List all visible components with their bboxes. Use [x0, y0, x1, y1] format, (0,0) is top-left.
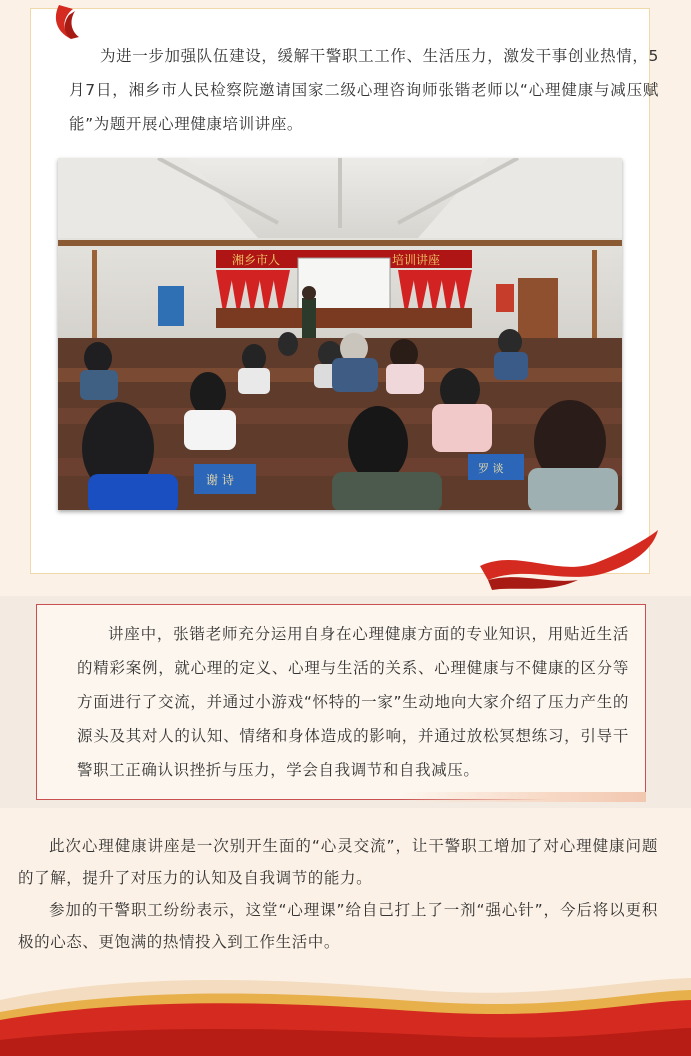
- photo-name-card-1: 谢 诗: [206, 473, 234, 487]
- closing-section: [18, 830, 658, 958]
- lecture-card: [36, 604, 646, 800]
- decorative-line: [400, 792, 646, 802]
- photo-banner-right: 培训讲座: [392, 253, 441, 267]
- closing-paragraph-2: 参加的干警职工纷纷表示，这堂“心理课”给自己打上了一剂“强心针”，今后将以更积极的心态、更饱满的热情投入到工作生活中。: [18, 901, 658, 951]
- photo-banner-left: 湘乡市人: [232, 253, 281, 267]
- intro-paragraph: 为进一步加强队伍建设，缓解干警职工工作、生活压力，激发干事创业热情，5月7日，湘乡市人民检察院邀请国家二级心理咨询师张锴老师以“心理健康与减压赋能”为题开展心理健康培训讲座。: [69, 47, 659, 133]
- ribbon-decoration-right: [478, 528, 668, 598]
- lecture-paragraph: 讲座中，张锴老师充分运用自身在心理健康方面的专业知识，用贴近生活的精彩案例，就心理的定义、心理与生活的关系、心理健康与不健康的区分等方面进行了交流，并通过小游戏“怀特的一家”生动地向大家介绍了压力产生的源头及其对人的认知、情绪和身体造成的影响，并通过放松冥想练习，引导干警职工正确认识挫折与压力，学会自我调节和自我减压。: [77, 625, 629, 779]
- lecture-photo: [58, 158, 622, 510]
- bottom-wave-decoration: [0, 960, 691, 1056]
- photo-name-card-2: 罗 谈: [478, 462, 504, 475]
- closing-paragraph-1: 此次心理健康讲座是一次别开生面的“心灵交流”，让干警职工增加了对心理健康问题的了解，提升了对压力的认知及自我调节的能力。: [18, 837, 658, 887]
